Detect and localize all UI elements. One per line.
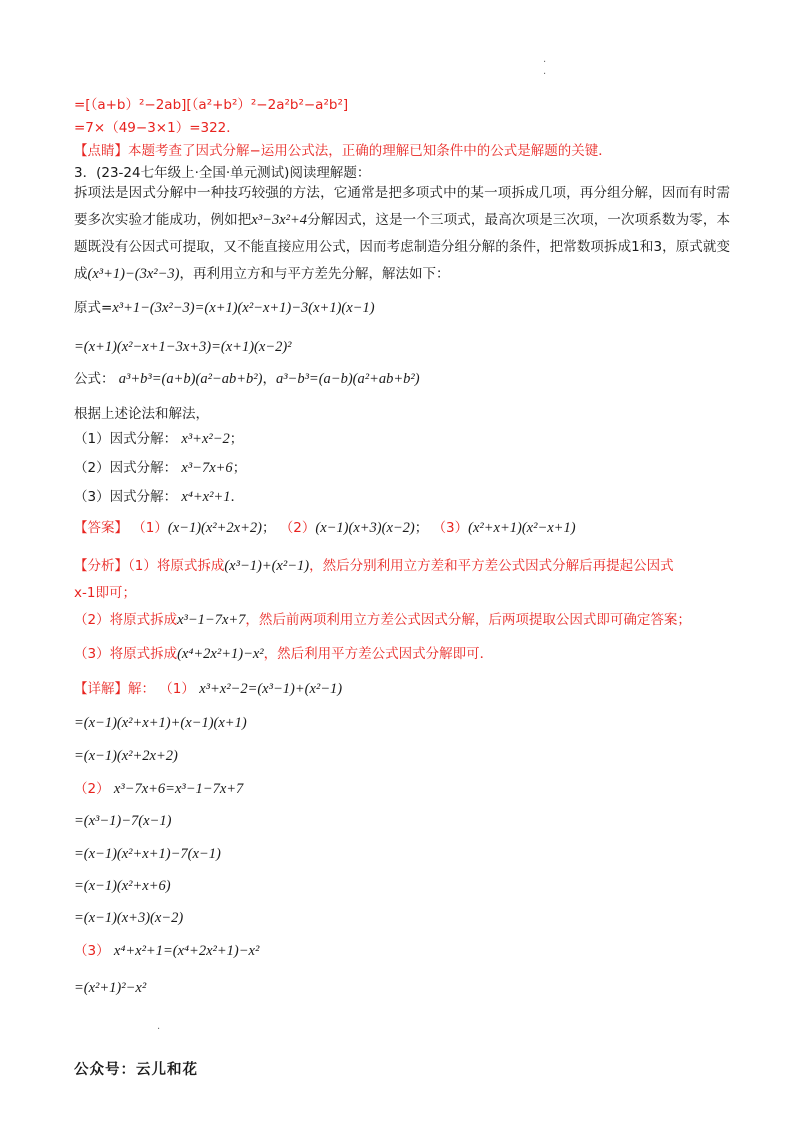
detail-line-7: =(x−1)(x²+x+6) — [74, 878, 171, 894]
answer-part-number: （2） — [279, 520, 316, 536]
problem-source: (23-24七年级上·全国·单元测试) — [96, 165, 290, 181]
page-mark: . — [543, 54, 547, 65]
answer-separator: ； — [261, 520, 276, 536]
detail-line-5: =(x³−1)−7(x−1) — [74, 813, 172, 829]
task-label: 因式分解： — [109, 460, 178, 476]
analysis-expression: (x³−1)+(x²−1) — [224, 558, 310, 574]
footer-account: 公众号：云儿和花 — [74, 1062, 198, 1078]
detail-line-3: =(x−1)(x²+2x+2) — [74, 748, 178, 764]
task-number: （1） — [74, 431, 110, 447]
intro-text-c: ，再利用立方和与平方差先分解，解法如下： — [179, 266, 450, 282]
detail-line-2: =(x−1)(x²+x+1)+(x−1)(x+1) — [74, 715, 247, 731]
analysis-expression: (x⁴+2x²+1)−x² — [177, 646, 264, 662]
intro-text-b: 分解因式，这是一个三项式，最高次项是三次项，一次项系数为零，本题既没有公因式可提取，又不能直接应用公式，因而考虑制造分组分解的条件，把常数项拆成1和3，原式就变成 — [74, 212, 731, 282]
answer-tag: 【答案】 — [74, 520, 128, 536]
task-2 — [74, 458, 246, 478]
detail-line-6: =(x−1)(x²+x+1)−7(x−1) — [74, 846, 221, 862]
detail-tag: 【详解】 — [74, 681, 128, 697]
detail-part-number: （1） — [159, 681, 195, 697]
task-end: ； — [229, 431, 244, 447]
analysis-text: ，然后利用平方差公式因式分解即可． — [263, 646, 494, 662]
detail-line-9 — [74, 941, 259, 961]
task-number: （3） — [74, 489, 110, 505]
problem-intro — [74, 180, 730, 288]
detail-lead: 解： — [128, 681, 155, 697]
answer-part-number: （3） — [432, 520, 469, 536]
analysis-text: ，然后前两项利用立方差公式因式分解，后两项提取公因式即可确定答案； — [245, 612, 691, 628]
detail-line-10: =(x²+1)²−x² — [74, 980, 147, 996]
problem-title: 阅读理解题： — [289, 165, 371, 181]
analysis-line-3 — [74, 644, 493, 664]
intro-text-a: 拆项法是因式分解中一种技巧较强的方法，它通常是把多项式中的某一项拆成几项，再分组分解，因而有时需要多次实验才能成功，例如把 — [74, 185, 730, 228]
task-intro: 根据上述论法和解法， — [74, 406, 209, 422]
task-expression: x³−7x+6 — [181, 460, 233, 476]
detail-part-number: （2） — [74, 781, 110, 797]
answer-separator: ； — [414, 520, 429, 536]
worked-solution-line-2: =(x+1)(x²−x+1−3x+3)=(x+1)(x−2)² — [74, 339, 292, 355]
analysis-text: （2）将原式拆成 — [74, 612, 178, 628]
task-1 — [74, 429, 243, 449]
analysis-text: （1）将原式拆成 — [128, 558, 225, 574]
analysis-line-2 — [74, 610, 691, 630]
task-label: 因式分解： — [109, 431, 178, 447]
solution-label: 原式= — [74, 300, 113, 316]
task-end: ； — [232, 460, 247, 476]
intro-expression: x³−3x²+4 — [251, 212, 308, 228]
worked-solution-line-1 — [74, 298, 375, 318]
answer-part-number: （1） — [132, 520, 168, 536]
page-mark: . — [157, 1021, 161, 1032]
prev-solution-line-1: =[（a+b）²−2ab][（a²+b²）²−2a²b²−a²b²] — [74, 97, 349, 113]
task-3 — [74, 487, 244, 507]
note-tag: 【点睛】 — [74, 143, 128, 159]
task-end: ． — [230, 489, 244, 505]
analysis-text: ，然后分别利用立方差和平方差公式因式分解后再提起公因式 — [309, 558, 674, 574]
answer-expression-2: (x−1)(x+3)(x−2) — [315, 520, 415, 536]
detail-line-4 — [74, 779, 243, 799]
detail-part-number: （3） — [74, 943, 110, 959]
solution-expression-1: x³+1−(3x²−3)=(x+1)(x²−x+1)−3(x+1)(x−1) — [112, 300, 375, 316]
answer-line — [74, 518, 576, 538]
answer-expression-1: (x−1)(x²+2x+2) — [167, 520, 262, 536]
task-number: （2） — [74, 460, 110, 476]
problem-number: 3． — [74, 165, 97, 181]
note-text: 本题考查了因式分解−运用公式法，正确的理解已知条件中的公式是解题的关键． — [128, 143, 612, 159]
page-mark: . — [543, 66, 547, 77]
detail-line-1 — [74, 679, 342, 699]
task-expression: x⁴+x²+1 — [181, 489, 231, 505]
detail-expression: x⁴+x²+1=(x⁴+2x²+1)−x² — [113, 943, 260, 959]
formula-separator: ， — [262, 371, 276, 387]
detail-line-8: =(x−1)(x+3)(x−2) — [74, 910, 184, 926]
formula-label: 公式： — [74, 371, 115, 387]
task-label: 因式分解： — [109, 489, 178, 505]
analysis-line-1 — [74, 556, 674, 576]
analysis-tag: 【分析】 — [74, 558, 128, 574]
analysis-line-1-cont: x-1即可； — [74, 585, 136, 601]
prev-note — [74, 141, 612, 161]
detail-expression: x³+x²−2=(x³−1)+(x²−1) — [199, 681, 343, 697]
detail-expression: x³−7x+6=x³−1−7x+7 — [113, 781, 244, 797]
formula-difference-of-cubes: a³−b³=(a−b)(a²+ab+b²) — [275, 371, 420, 387]
intro-expression-2: (x³+1)−(3x²−3) — [87, 266, 180, 282]
task-expression: x³+x²−2 — [181, 431, 230, 447]
analysis-text: （3）将原式拆成 — [74, 646, 178, 662]
formula-sum-of-cubes: a³+b³=(a+b)(a²−ab+b²) — [118, 371, 263, 387]
answer-expression-3: (x²+x+1)(x²−x+1) — [468, 520, 576, 536]
analysis-expression: x³−1−7x+7 — [177, 612, 246, 628]
formula-line — [74, 369, 420, 389]
prev-solution-line-2: =7×（49−3×1）=322． — [74, 120, 240, 136]
